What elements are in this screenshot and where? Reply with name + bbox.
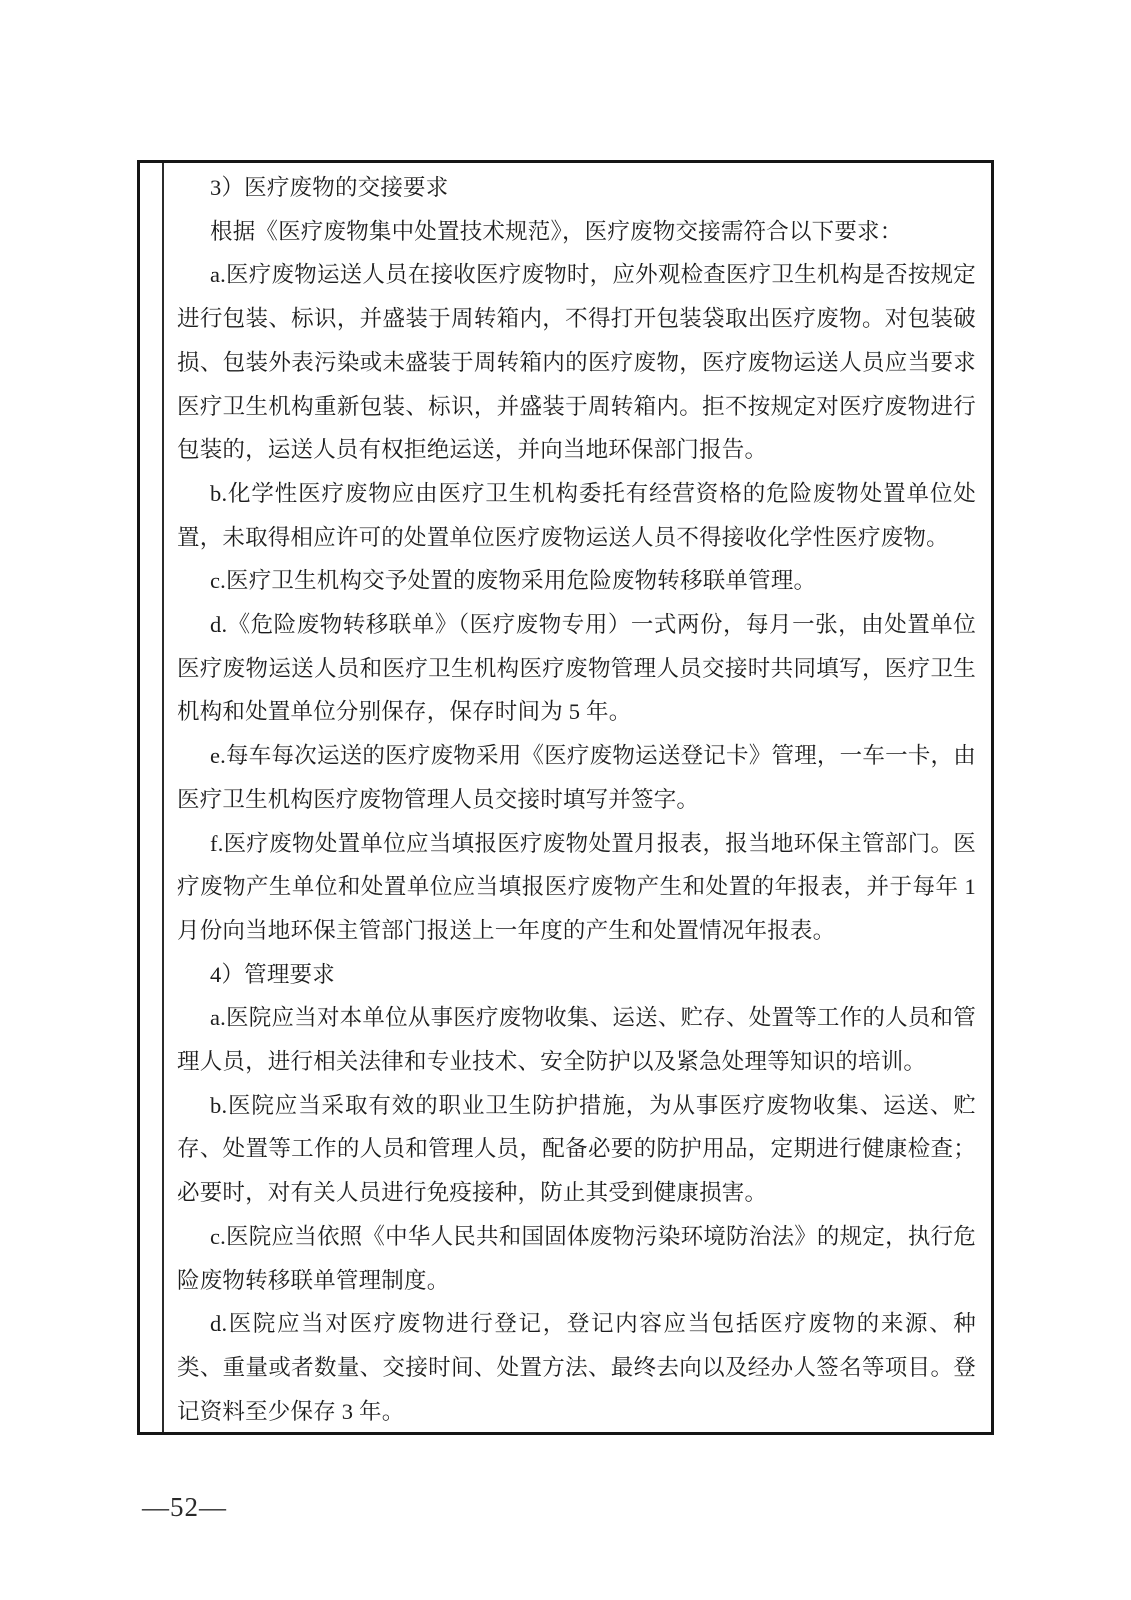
table-content-cell — [164, 163, 991, 1432]
paragraph-heading-4: 4）管理要求 — [210, 961, 335, 987]
paragraph-4c: c.医院应当依照《中华人民共和国固体废物污染环境防治法》的规定，执行危险废物转移联单管理制度。 — [177, 1223, 976, 1293]
paragraph-4d: d.医院应当对医疗废物进行登记，登记内容应当包括医疗废物的来源、种类、重量或者数量、交接时间、处置方法、最终去向以及经办人签名等项目。登记资料至少保存 3 年。 — [177, 1311, 976, 1424]
page-number: —52— — [142, 1492, 227, 1522]
paragraph-intro: 根据《医疗废物集中处置技术规范》，医疗废物交接需符合以下要求： — [210, 218, 903, 244]
paragraph-heading-3: 3）医疗废物的交接要求 — [210, 175, 449, 200]
content-table — [137, 160, 994, 1435]
paragraph-3d: d.《危险废物转移联单》（医疗废物专用）一式两份，每月一张，由处置单位医疗废物运送人员和医疗卫生机构医疗废物管理人员交接时共同填写，医疗卫生机构和处置单位分别保存，保存时间为 5 年。 — [177, 612, 976, 725]
paragraph-3e: e.每车每次运送的医疗废物采用《医疗废物运送登记卡》管理，一车一卡，由医疗卫生机构医疗废物管理人员交接时填写并签字。 — [177, 743, 976, 812]
paragraph-3c: c.医疗卫生机构交予处置的废物采用危险废物转移联单管理。 — [210, 568, 817, 594]
table-left-gutter-cell — [140, 163, 164, 1432]
paragraph-3f: f.医疗废物处置单位应当填报医疗废物处置月报表，报当地环保主管部门。医疗废物产生单位和处置单位应当填报医疗废物产生和处置的年报表，并于每年 1 月份向当地环保主管部门报送上一年度的产生和处置情况年报表。 — [177, 830, 976, 943]
paragraph-3b: b.化学性医疗废物应由医疗卫生机构委托有经营资格的危险废物处置单位处置，未取得相应许可的处置单位医疗废物运送人员不得接收化学性医疗废物。 — [177, 480, 976, 550]
paragraph-3a: a.医疗废物运送人员在接收医疗废物时，应外观检查医疗卫生机构是否按规定进行包装、标识，并盛装于周转箱内，不得打开包装袋取出医疗废物。对包装破损、包装外表污染或未盛装于周转箱内的医疗废物，医疗废物运送人员应当要求医疗卫生机构重新包装、标识，并盛装于周转箱内。拒不按规定对医疗废物进行包装的，运送人员有权拒绝运送，并向当地环保部门报告。 — [177, 262, 976, 463]
paragraph-4b: b.医院应当采取有效的职业卫生防护措施，为从事医疗废物收集、运送、贮存、处置等工作的人员和管理人员，配备必要的防护用品，定期进行健康检查；必要时，对有关人员进行免疫接种，防止其受到健康损害。 — [177, 1092, 976, 1206]
paragraph-4a: a.医院应当对本单位从事医疗废物收集、运送、贮存、处置等工作的人员和管理人员，进行相关法律和专业技术、安全防护以及紧急处理等知识的培训。 — [177, 1005, 976, 1075]
